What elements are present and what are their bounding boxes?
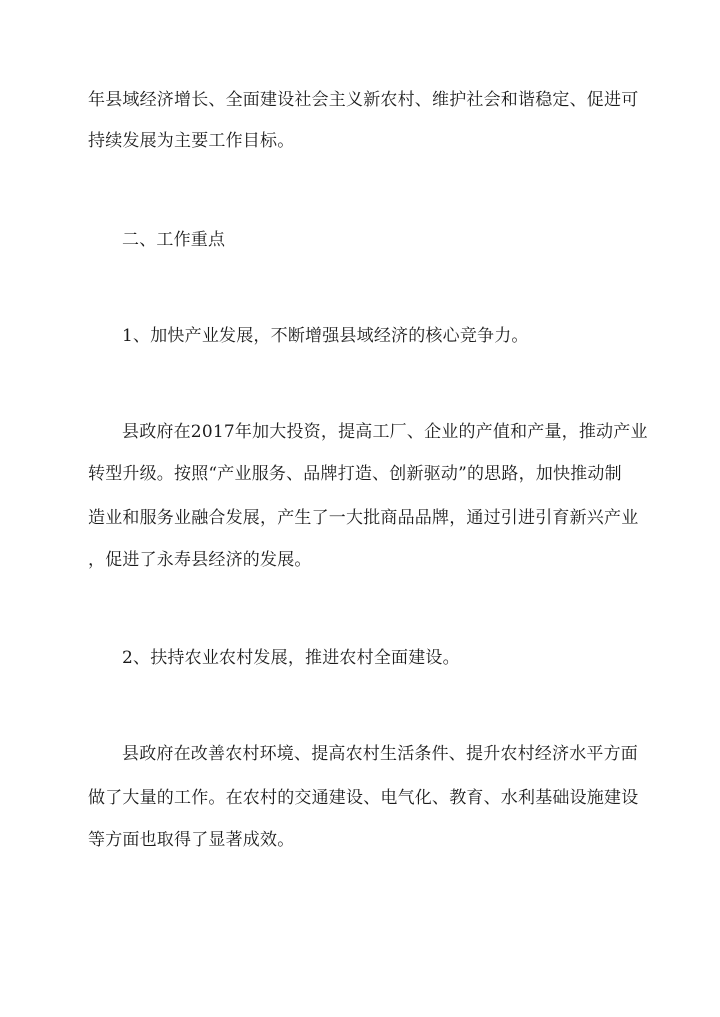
- paragraph-line: ，促进了永寿县经济的发展。: [88, 550, 312, 570]
- paragraph-line: 持续发展为主要工作目标。: [88, 131, 295, 151]
- section-heading: 二、工作重点: [122, 230, 226, 250]
- paragraph-line: 县政府在2017年加大投资，提高工厂、企业的产值和产量，推动产业: [122, 422, 648, 442]
- paragraph-line: 等方面也取得了显著成效。: [88, 830, 295, 850]
- paragraph-line: 年县域经济增长、全面建设社会主义新农村、维护社会和谐稳定、促进可: [88, 90, 639, 110]
- paragraph-line: 造业和服务业融合发展，产生了一大批商品品牌，通过引进引育新兴产业: [88, 508, 639, 528]
- item-heading-2: 2、扶持农业农村发展，推进农村全面建设。: [122, 648, 460, 668]
- paragraph-line: 做了大量的工作。在农村的交通建设、电气化、教育、水利基础设施建设: [88, 788, 639, 808]
- item-heading-1: 1、加快产业发展，不断增强县域经济的核心竞争力。: [122, 326, 529, 346]
- paragraph-line: 县政府在改善农村环境、提高农村生活条件、提升农村经济水平方面: [122, 744, 638, 764]
- paragraph-line: 转型升级。按照“产业服务、品牌打造、创新驱动”的思路，加快推动制: [88, 464, 622, 484]
